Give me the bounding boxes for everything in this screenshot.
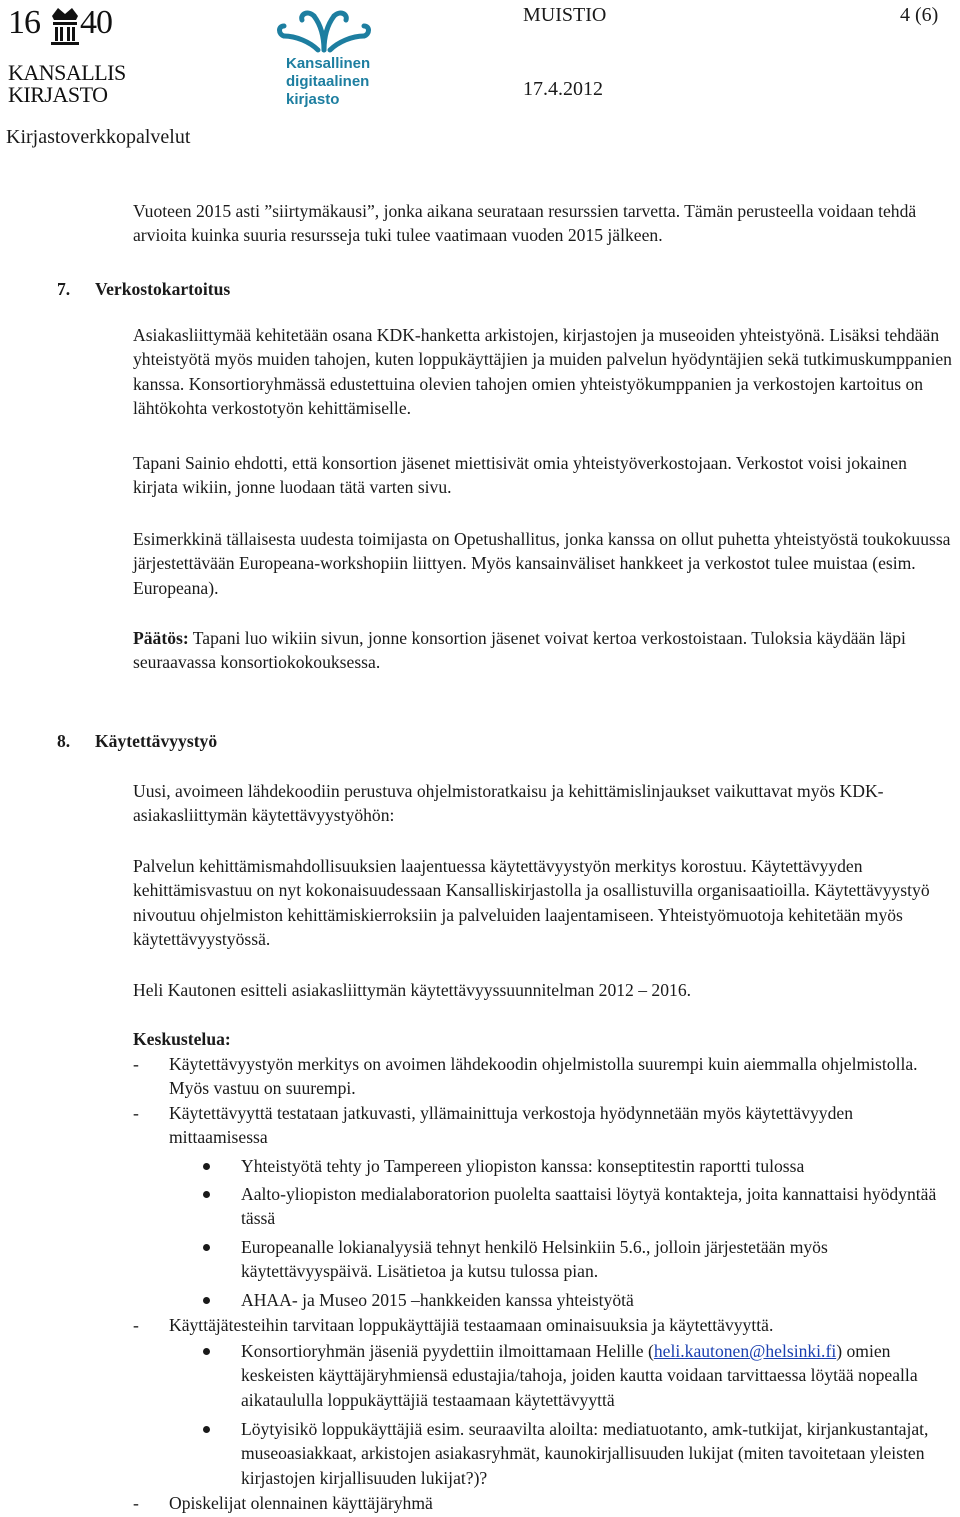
decision-label: Päätös:: [133, 628, 189, 648]
bullet-item-text: Europeanalle lokianalyysiä tehnyt henkilö Helsinkiin 5.6., jolloin järjestetään myös käytettävyyspäivä. Lisätietoa ja kutsu tulossa pian.: [241, 1237, 828, 1282]
section-8-p3-text: Heli Kautonen esitteli asiakasliittymän käytettävyyssuunnitelman 2012 – 2016.: [133, 980, 692, 1000]
bullet-item: [203, 1288, 955, 1312]
bullet-item: [203, 1182, 955, 1231]
bullet-text-post: ) omien keskeisten käyttäjäryhmiensä edustajia/tahoja, joiden kautta voidaan tarvittaessa löytää nopealla aikataululla loppukäyttäjiä testaamaan käytettävyyttä: [241, 1341, 918, 1410]
discussion-item-2-text: Käytettävyyttä testataan jatkuvasti, yllämainittuja verkostoja hyödynnetään myös käytettävyyden mittaamisessa: [169, 1103, 854, 1148]
section-7-title: Verkostokartoitus: [95, 279, 231, 299]
section-8-title: Käytettävyystyö: [95, 731, 218, 751]
section-7-paragraph-3: [133, 527, 955, 600]
decision-text: Tapani luo wikiin sivun, jonne konsortion jäsenet voivat kertoa verkostoistaan. Tuloksia käydään läpi seuraavassa konsortiokokouksessa.: [133, 628, 906, 673]
logo2-line1: Kansallinen: [286, 55, 371, 72]
dash-marker: -: [133, 1493, 139, 1513]
dash-marker: -: [133, 1103, 139, 1123]
dash-marker: -: [133, 1054, 139, 1074]
section-7-p2-text: Tapani Sainio ehdotti, että konsortion jäsenet miettisivät omia yhteistyöverkostojaan. Verkostot voisi jokainen kirjata wikiin, jonne luodaan tätä varten sivu.: [133, 453, 907, 498]
logo-year-right: 40: [80, 4, 112, 41]
discussion-label: Keskustelua:: [133, 1029, 231, 1049]
logo-year-left: 16: [8, 4, 40, 41]
section-8-p2-text: Palvelun kehittämismahdollisuuksien laajentuessa käytettävyystyön merkitys korostuu. Käytettävyyden kehittämisvastuu on nyt kokonaisuudessaan Kansalliskirjastolla ja osallistuvilla organisaatioilla. Käytettävyystyö nivoutuu ohjelmiston kehittämiskierroksiin ja palveluiden laajentamiseen. Yhteistyömuotoja kehitetään myös käytettävyystyössä.: [133, 856, 930, 950]
bullet-item: [203, 1417, 955, 1490]
section-7-decision: [133, 626, 955, 675]
bullet-icon: [203, 1426, 210, 1433]
document-date: 17.4.2012: [523, 78, 603, 100]
section-7-p3-text: Esimerkkinä tällaisesta uudesta toimijasta on Opetushallitus, jonka kanssa on ollut puhetta yhteistyöstä toukokuussa järjestettävään Europeana-workshopiin liittyen. Myös kansainväliset hankkeet ja verkostot tulee muistaa (esim. Europeana).: [133, 529, 951, 598]
bullet-icon: [203, 1348, 210, 1355]
discussion-item-2: [133, 1101, 955, 1150]
section-8-paragraph-1: [133, 779, 955, 828]
bullet-text-pre: Konsortioryhmän jäseniä pyydettiin ilmoittamaan Helille (: [241, 1341, 654, 1361]
section-8-paragraph-3: [133, 978, 955, 1002]
bullet-icon: [203, 1191, 210, 1198]
fountain-icon: [274, 6, 374, 56]
discussion-item-3-text: Käyttäjätesteihin tarvitaan loppukäyttäjiä testaamaan ominaisuuksia ja käytettävyyttä.: [169, 1315, 774, 1335]
crown-icon: [48, 6, 82, 46]
intro-paragraph: [133, 199, 955, 248]
discussion-item-3: [133, 1313, 955, 1337]
bullet-icon: [203, 1244, 210, 1251]
kansalliskirjasto-logo: [8, 4, 130, 107]
discussion-item-1: [133, 1052, 955, 1101]
bullet-item-text: AHAA- ja Museo 2015 –hankkeiden kanssa yhteistyötä: [241, 1290, 634, 1310]
discussion-item-4-text: Opiskelijat olennainen käyttäjäryhmä: [169, 1493, 433, 1513]
bullet-icon: [203, 1297, 210, 1304]
bullet-item: [203, 1154, 955, 1178]
document-type: MUISTIO: [523, 4, 607, 26]
section-7-paragraph-2: [133, 451, 955, 500]
section-7-paragraph-1: [133, 323, 955, 421]
section-8-p1-text: Uusi, avoimeen lähdekoodiin perustuva ohjelmistoratkaisu ja kehittämislinjaukset vaikuttavat myös KDK-asiakasliittymän käytettävyystyöhön:: [133, 781, 884, 826]
bullet-item: [203, 1339, 955, 1412]
discussion-item-1-text: Käytettävyystyön merkitys on avoimen lähdekoodin ohjelmistolla suurempi kuin aiemmalla ohjelmistolla. Myös vastuu on suurempi.: [169, 1054, 918, 1099]
page-number: 4 (6): [900, 4, 939, 26]
bullet-item-text: Yhteistyötä tehty jo Tampereen yliopiston kanssa: konseptitestin raportti tulossa: [241, 1156, 805, 1176]
section-8-paragraph-2: [133, 854, 955, 952]
email-link[interactable]: heli.kautonen@helsinki.fi: [653, 1341, 837, 1361]
logo-text-line2: KIRJASTO: [8, 82, 108, 107]
bullet-icon: [203, 1163, 210, 1170]
bullet-item-text: Aalto-yliopiston medialaboratorion puolelta saattaisi löytyä kontakteja, joita kannattaisi hyödyntää tässä: [241, 1184, 937, 1229]
discussion-label-row: [133, 1027, 955, 1051]
logo-text-line1: KANSALLIS: [8, 60, 126, 85]
bullet-item-text: [241, 1339, 955, 1412]
organization-unit: Kirjastoverkkopalvelut: [6, 126, 191, 148]
bullet-item-text: Löytyisikö loppukäyttäjiä esim. seuraavilta aloilta: mediatuotanto, amk-tutkijat, kirjankustantajat, museoasiakkaat, arkistojen asiakasryhmät, kaunokirjallisuuden lukijat (miten tavoitetaan yleisten kirjastojen kirjallisuuden lukijat?)?: [241, 1419, 929, 1488]
logo2-line2: digitaalinen: [286, 73, 370, 90]
section-7-p1-text: Asiakasliittymää kehitetään osana KDK-hanketta arkistojen, kirjastojen ja museoiden yhteistyönä. Lisäksi tehdään yhteistyötä myös muiden tahojen, kuten loppukäyttäjien ja muiden palvelun hyödyntäjien sekä tutkimuskumppanien kanssa. Konsortioryhmässä edustettuina olevien tahojen omien yhteistyökumppanien ja verkostojen kartoitus on lähtökohta verkostotyön kehittämiselle.: [133, 325, 952, 419]
dash-marker: -: [133, 1315, 139, 1335]
logo2-line3: kirjasto: [286, 91, 340, 108]
discussion-item-4: [133, 1491, 955, 1515]
bullet-item: [203, 1235, 955, 1284]
section-7-number: 7.: [57, 279, 71, 299]
kdk-logo: [268, 6, 378, 112]
intro-text: Vuoteen 2015 asti ”siirtymäkausi”, jonka aikana seurataan resurssien tarvetta. Tämän perusteella voidaan tehdä arvioita kuinka suuria resursseja tuki tulee vaatimaan vuoden 2015 jälkeen.: [133, 201, 917, 246]
section-8-number: 8.: [57, 731, 71, 751]
